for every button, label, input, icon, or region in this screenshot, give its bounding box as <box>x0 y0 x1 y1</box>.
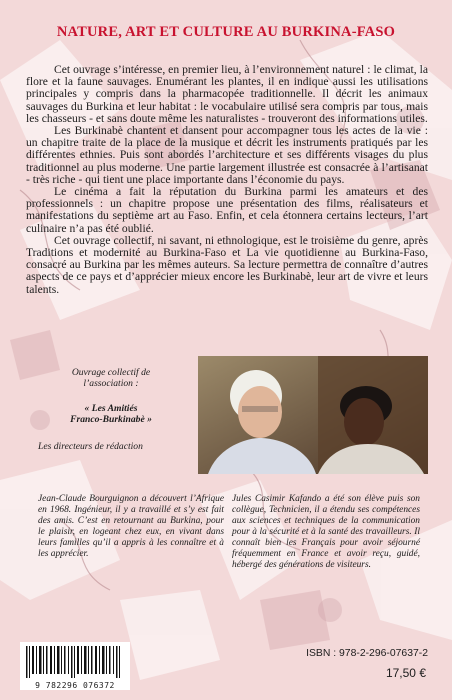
paragraph-nature: Cet ouvrage s’intéresse, en premier lieu, à l’environnement naturel : le climat, la flore et la faune sauvages. Enumérant les plantes, il en indique aussi les utilisations principales y compris dans la pharmacopée traditionnelle. Il décrit les animaux sauvages du Burkina et leur habitat : le vocabulaire utilisé sera compris par tous, mais les chasseurs - et sans doute même les naturalistes - trouveront des informations utiles. <box>26 63 428 125</box>
author-bio-kafando: Jules Casimir Kafando a été son élève puis son collègue, Technicien, il a étendu ses compétences aux sciences et techniques de la communication pour à la sécurité et à la santé des travailleurs. Il connaît bien les Français pour avoir séjourné fréquemment en France et avoir reçu, guidé, hébergé des générations de visiteurs. <box>232 494 420 570</box>
association-name: « Les Amitiés <box>84 403 138 414</box>
association-name: Franco-Burkinabè » <box>70 414 152 425</box>
paragraph-cinema: Le cinéma a fait la réputation du Burkina parmi les amateurs et des professionnels : un chapitre propose une présentation des films, réalisateurs et manifestations du septième art au Faso. Enfin, et cela étonnera certains lecteurs, l’art culinaire n’a pas été oublié. <box>26 185 428 235</box>
barcode-number: 9 782296 076372 <box>35 681 115 690</box>
paragraph-collective: Cet ouvrage collectif, ni savant, ni ethnologique, est le troisième du genre, après Traditions et modernité au Burkina-Faso et La vie quotidienne au Burkina-Faso, consacré au Burkina par les mêmes auteurs. Sa lecture permettra de connaître d’autres aspects de ce pays et d’apprécier mieux encore les Burkinabè, leur art de vivre et leurs talents. <box>26 233 428 296</box>
collective-credit <box>30 367 192 452</box>
authors-photo-image <box>198 356 428 474</box>
price: 17,50 € <box>385 666 426 680</box>
barcode-icon <box>20 642 130 680</box>
isbn: ISBN : 978-2-296-07637-2 <box>306 648 428 659</box>
paragraph-music: Les Burkinabè chantent et dansent pour accompagner tous les actes de la vie : un chapitre traite de la place de la musique et décrit les instruments pratiqués par les différentes ethnies. Puis sont abordés l’architecture et ses différents visages du plus traditionnel au plus moderne. Une partie largement illustrée est consacrée à l’artisanat - très riche - qui tient une place importante dans l’économie du pays. <box>26 124 428 186</box>
directors-label: Les directeurs de rédaction <box>38 441 143 452</box>
author-bio-bourguignon: Jean-Claude Bourguignon a découvert l’Afrique en 1968. Ingénieur, il y a travaillé et s’y est fait des amis. C’est en retournant au Burkina, pour le plaisir, en logeant chez eux, en vivant dans leurs familles qu’il a appris à les connaître et à les apprécier. <box>38 494 224 559</box>
description-block <box>26 64 428 296</box>
collective-line: l’association : <box>83 378 139 389</box>
page-title: NATURE, ART ET CULTURE AU BURKINA-FASO <box>56 24 396 40</box>
authors-photo <box>198 356 428 474</box>
collective-line: Ouvrage collectif de <box>71 367 151 378</box>
